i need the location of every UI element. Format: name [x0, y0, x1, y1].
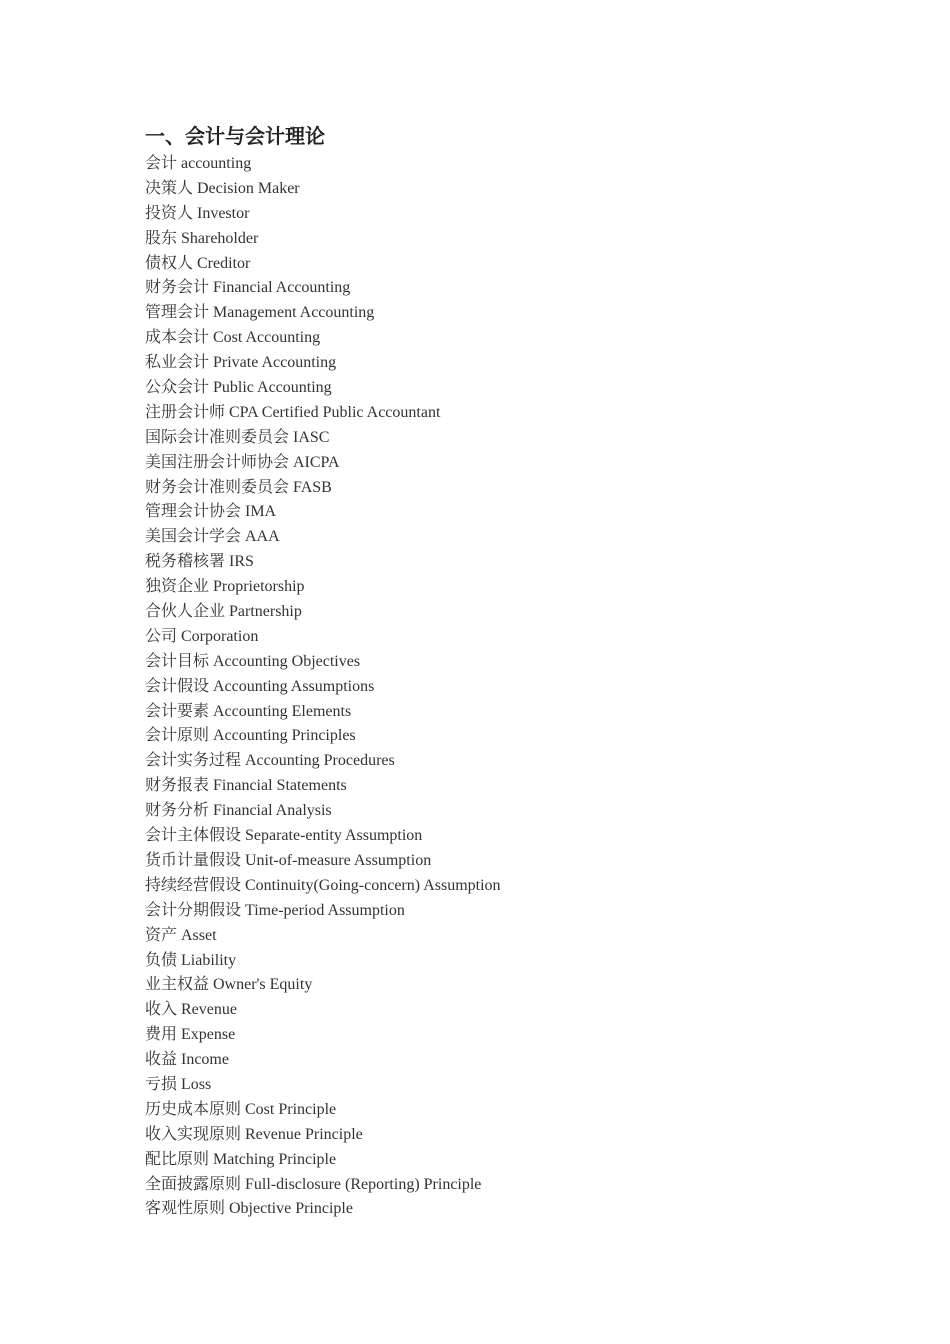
glossary-term: 历史成本原则 Cost Principle	[145, 1100, 337, 1118]
glossary-term: 财务报表 Financial Statements	[145, 777, 347, 795]
glossary-term: 收入实现原则 Revenue Principle	[145, 1125, 363, 1143]
glossary-term: 业主权益 Owner's Equity	[145, 976, 313, 994]
glossary-term: 会计实务过程 Accounting Procedures	[145, 752, 395, 770]
glossary-term: 持续经营假设 Continuity(Going-concern) Assumption	[145, 876, 501, 894]
glossary-term: 会计要素 Accounting Elements	[145, 702, 352, 720]
document-page	[145, 120, 905, 1222]
section-heading: 一、会计与会计理论	[145, 124, 325, 148]
glossary-term: 客观性原则 Objective Principle	[145, 1200, 353, 1218]
glossary-term: 全面披露原则 Full-disclosure (Reporting) Principle	[145, 1175, 482, 1193]
glossary-term: 成本会计 Cost Accounting	[145, 329, 321, 347]
glossary-term: 收益 Income	[145, 1051, 229, 1069]
glossary-term: 负债 Liability	[145, 951, 237, 969]
glossary-term: 债权人 Creditor	[145, 254, 251, 272]
glossary-term: 会计 accounting	[145, 155, 252, 172]
glossary-term: 注册会计师 CPA Certified Public Accountant	[145, 403, 441, 421]
glossary-term: 独资企业 Proprietorship	[145, 578, 305, 596]
glossary-term: 亏损 Loss	[145, 1075, 212, 1093]
glossary-term: 财务分析 Financial Analysis	[145, 802, 332, 820]
glossary-term: 税务稽核署 IRS	[145, 553, 254, 571]
glossary-term: 管理会计协会 IMA	[145, 503, 277, 521]
glossary-term: 会计分期假设 Time-period Assumption	[145, 901, 405, 919]
glossary-term: 会计原则 Accounting Principles	[145, 727, 356, 745]
glossary-term: 财务会计 Financial Accounting	[145, 279, 351, 297]
glossary-term: 股东 Shareholder	[145, 229, 259, 247]
glossary-term: 财务会计准则委员会 FASB	[145, 478, 332, 496]
glossary-term: 费用 Expense	[145, 1026, 236, 1044]
glossary-term: 会计目标 Accounting Objectives	[145, 652, 361, 670]
glossary-term: 会计假设 Accounting Assumptions	[145, 677, 375, 695]
glossary-term: 配比原则 Matching Principle	[145, 1150, 337, 1168]
glossary-term: 收入 Revenue	[145, 1001, 237, 1019]
glossary-term: 合伙人企业 Partnership	[145, 603, 302, 621]
glossary-term: 美国会计学会 AAA	[145, 528, 280, 546]
glossary-term: 投资人 Investor	[145, 204, 250, 222]
glossary-term: 国际会计准则委员会 IASC	[145, 428, 330, 446]
glossary-term: 公众会计 Public Accounting	[145, 379, 332, 397]
glossary-term: 公司 Corporation	[145, 627, 259, 645]
glossary-term: 决策人 Decision Maker	[145, 179, 300, 197]
glossary-term: 私业会计 Private Accounting	[145, 354, 337, 372]
glossary-term-list	[145, 152, 905, 1222]
glossary-term: 美国注册会计师协会 AICPA	[145, 453, 340, 471]
glossary-term: 会计主体假设 Separate-entity Assumption	[145, 827, 423, 845]
glossary-term: 管理会计 Management Accounting	[145, 304, 375, 322]
glossary-term: 资产 Asset	[145, 926, 217, 944]
glossary-term: 货币计量假设 Unit-of-measure Assumption	[145, 851, 432, 869]
